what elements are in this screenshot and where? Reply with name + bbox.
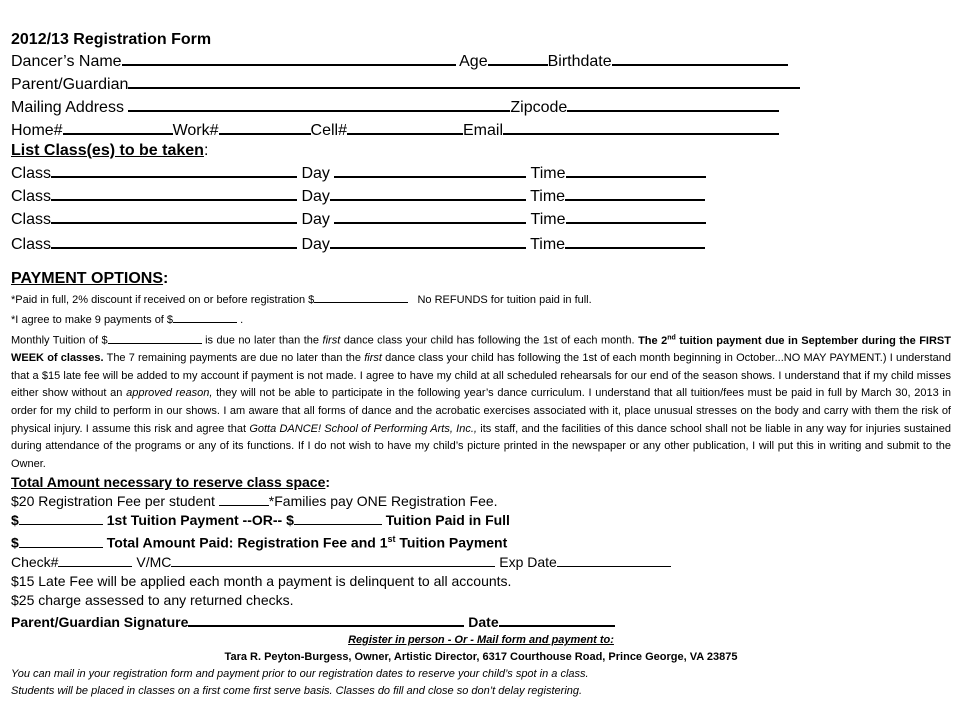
- day-field[interactable]: [330, 232, 526, 249]
- terms-text: is due no later than the: [205, 334, 320, 347]
- class-field[interactable]: [51, 207, 297, 224]
- mailing-address-field[interactable]: [128, 95, 510, 112]
- register-text: Register in person - Or - Mail form and payment to:: [348, 634, 614, 647]
- nine-payments-end: .: [240, 314, 244, 326]
- total-paid-sup: st: [387, 534, 396, 545]
- dollar-sign: $: [11, 535, 19, 552]
- total-paid-field[interactable]: [19, 534, 103, 548]
- registration-form: [11, 30, 951, 700]
- class-field[interactable]: [51, 232, 297, 249]
- mail-note: You can mail in your registration form and payment prior to our registration dates to reserve your child’s spot in a class.: [11, 668, 589, 681]
- home-label: Home#: [11, 122, 63, 139]
- birthdate-label: Birthdate: [547, 53, 612, 70]
- monthly-tuition-field[interactable]: [108, 330, 202, 344]
- day-label: Day: [301, 188, 330, 205]
- dancer-name-field[interactable]: [122, 49, 456, 66]
- vmc-label: V/MC: [136, 554, 172, 571]
- phone-row: [11, 118, 951, 141]
- terms-text: dance class your child has following the 1st of each month beginning in October...NO MAY PAYMENT.) I understand that a $15 late fee will be added to my account if payment is not made. I agree to have my child at all scheduled rehearsals for our end of the season shows. I understand that if my child misses either show without an: [11, 352, 951, 400]
- nine-payments-field[interactable]: [173, 309, 237, 323]
- no-refunds-text: No REFUNDS for tuition paid in full.: [417, 294, 592, 306]
- time-label: Time: [530, 165, 566, 182]
- list-classes-label: List Class(es) to be taken: [11, 142, 204, 159]
- list-classes-heading: [11, 141, 951, 161]
- paid-full-text: Tuition Paid in Full: [385, 512, 510, 529]
- parent-row: [11, 72, 951, 95]
- terms-text: The 7 remaining payments are due no later than the: [106, 352, 361, 365]
- list-classes-colon: :: [203, 142, 209, 159]
- parent-guardian-label: Parent/Guardian: [11, 76, 129, 93]
- class-row: [11, 232, 951, 255]
- class-label: Class: [11, 236, 52, 253]
- dancer-row: [11, 49, 951, 72]
- date-label: Date: [468, 614, 499, 631]
- terms-emphasis: first: [322, 334, 341, 347]
- registration-fee-field[interactable]: [219, 492, 269, 506]
- late-fee-line: $15 Late Fee will be applied each month a payment is delinquent to all accounts.: [11, 573, 512, 590]
- class-row: [11, 207, 951, 230]
- paid-in-full-field[interactable]: [314, 289, 408, 303]
- signature-field[interactable]: [188, 610, 464, 627]
- total-paid-text: Total Amount Paid: Registration Fee and 1: [106, 535, 388, 552]
- terms-sup: nd: [667, 334, 676, 341]
- age-label: Age: [459, 53, 488, 70]
- class-label: Class: [11, 165, 52, 182]
- birthdate-field[interactable]: [612, 49, 788, 66]
- terms-text: they will not be able to participate in the following year’s dance curriculum. I understand that all tuition/fees must be paid in full by March 30, 2013 in order for my child to perform in our shows. I am aware that all forms of dance and the acrobatic exercises associated with it, place unusual stresses on the body and carry with them the risk of physical injury. I assume this risk and agree that: [11, 387, 951, 435]
- terms-paragraph: [11, 329, 951, 473]
- address-row: [11, 95, 951, 118]
- total-amount-label: Total Amount necessary to reserve class space: [11, 474, 326, 491]
- class-label: Class: [11, 188, 52, 205]
- age-field[interactable]: [488, 49, 548, 66]
- paid-full-field[interactable]: [294, 511, 382, 525]
- terms-emphasis: first: [364, 352, 382, 365]
- payment-options-heading: [11, 269, 951, 289]
- dancer-name-label: Dancer’s Name: [11, 53, 122, 70]
- day-field[interactable]: [334, 161, 526, 178]
- zipcode-label: Zipcode: [510, 99, 568, 116]
- school-name: Gotta DANCE! School of Performing Arts, Inc.,: [249, 422, 477, 435]
- mailing-address-label: Mailing Address: [11, 99, 124, 116]
- first-tuition-field[interactable]: [19, 511, 103, 525]
- terms-bold: The 2: [638, 334, 668, 347]
- class-row: [11, 161, 951, 184]
- class-field[interactable]: [51, 161, 297, 178]
- total-paid-line: [11, 530, 951, 553]
- terms-emphasis: approved reason,: [126, 387, 213, 400]
- day-label: Day: [301, 236, 330, 253]
- first-tuition-text: 1st Tuition Payment --OR-- $: [106, 512, 294, 529]
- time-field[interactable]: [565, 184, 705, 201]
- work-label: Work#: [172, 122, 219, 139]
- owner-address: Tara R. Peyton-Burgess, Owner, Artistic Director, 6317 Courthouse Road, Prince George, VA 23875: [224, 651, 738, 664]
- dollar-sign: $: [11, 512, 19, 529]
- home-field[interactable]: [63, 118, 173, 135]
- terms-bold: tuition payment due in September during the FIRST WEEK of classes.: [11, 334, 951, 365]
- payment-options-colon: :: [163, 270, 169, 287]
- cell-field[interactable]: [347, 118, 463, 135]
- day-field[interactable]: [334, 207, 526, 224]
- monthly-tuition-text: Monthly Tuition of $: [11, 334, 108, 347]
- time-field[interactable]: [566, 207, 706, 224]
- class-label: Class: [11, 211, 52, 228]
- check-field[interactable]: [58, 553, 132, 567]
- terms-text: dance class your child has following the 1st of each month.: [343, 334, 635, 347]
- class-row: [11, 184, 951, 207]
- returned-check-line: $25 charge assessed to any returned checks.: [11, 592, 294, 609]
- terms-text: its staff, and the facilities of this dance school shall not be liable in any way for injuries sustained during attendance of the programs or any of its functions. If I do not wish to have my child’s picture printed in the newspaper or any other publication, I will put this in writing and submit to the Owner.: [11, 422, 952, 470]
- time-label: Time: [530, 211, 566, 228]
- day-label: Day: [301, 211, 330, 228]
- time-label: Time: [530, 188, 566, 205]
- registration-fee-line: [11, 492, 951, 511]
- vmc-field[interactable]: [171, 553, 495, 567]
- payment-options-label: PAYMENT OPTIONS: [11, 270, 164, 287]
- date-field[interactable]: [499, 610, 615, 627]
- register-instructions: [11, 632, 951, 649]
- signature-label: Parent/Guardian Signature: [11, 614, 189, 631]
- parent-guardian-field[interactable]: [128, 72, 800, 89]
- paid-in-full-line: [11, 289, 951, 309]
- work-field[interactable]: [219, 118, 311, 135]
- total-amount-colon: :: [325, 474, 331, 491]
- form-title: 2012/13 Registration Form: [11, 31, 212, 48]
- total-amount-heading: [11, 473, 951, 492]
- nine-payments-line: [11, 309, 951, 329]
- paid-in-full-text: *Paid in full, 2% discount if received on or before registration $: [11, 294, 315, 306]
- exp-date-field[interactable]: [557, 553, 671, 567]
- day-label: Day: [301, 165, 330, 182]
- time-field[interactable]: [565, 232, 705, 249]
- card-line: [11, 553, 951, 572]
- signature-line: [11, 610, 951, 632]
- placement-note: Students will be placed in classes on a first come first serve basis. Classes do fill and close so don’t delay registering.: [11, 685, 583, 698]
- total-paid-text-end: Tuition Payment: [399, 535, 508, 552]
- registration-fee-text: $20 Registration Fee per student: [11, 493, 215, 510]
- cell-label: Cell#: [310, 122, 347, 139]
- email-label: Email: [462, 122, 503, 139]
- exp-date-label: Exp Date: [499, 554, 557, 571]
- time-label: Time: [530, 236, 566, 253]
- nine-payments-text: *I agree to make 9 payments of $: [11, 314, 174, 326]
- email-field[interactable]: [503, 118, 779, 135]
- check-label: Check#: [11, 554, 59, 571]
- tuition-options-line: [11, 511, 951, 530]
- zipcode-field[interactable]: [567, 95, 779, 112]
- class-field[interactable]: [51, 184, 297, 201]
- day-field[interactable]: [330, 184, 526, 201]
- time-field[interactable]: [566, 161, 706, 178]
- families-note: *Families pay ONE Registration Fee.: [268, 493, 498, 510]
